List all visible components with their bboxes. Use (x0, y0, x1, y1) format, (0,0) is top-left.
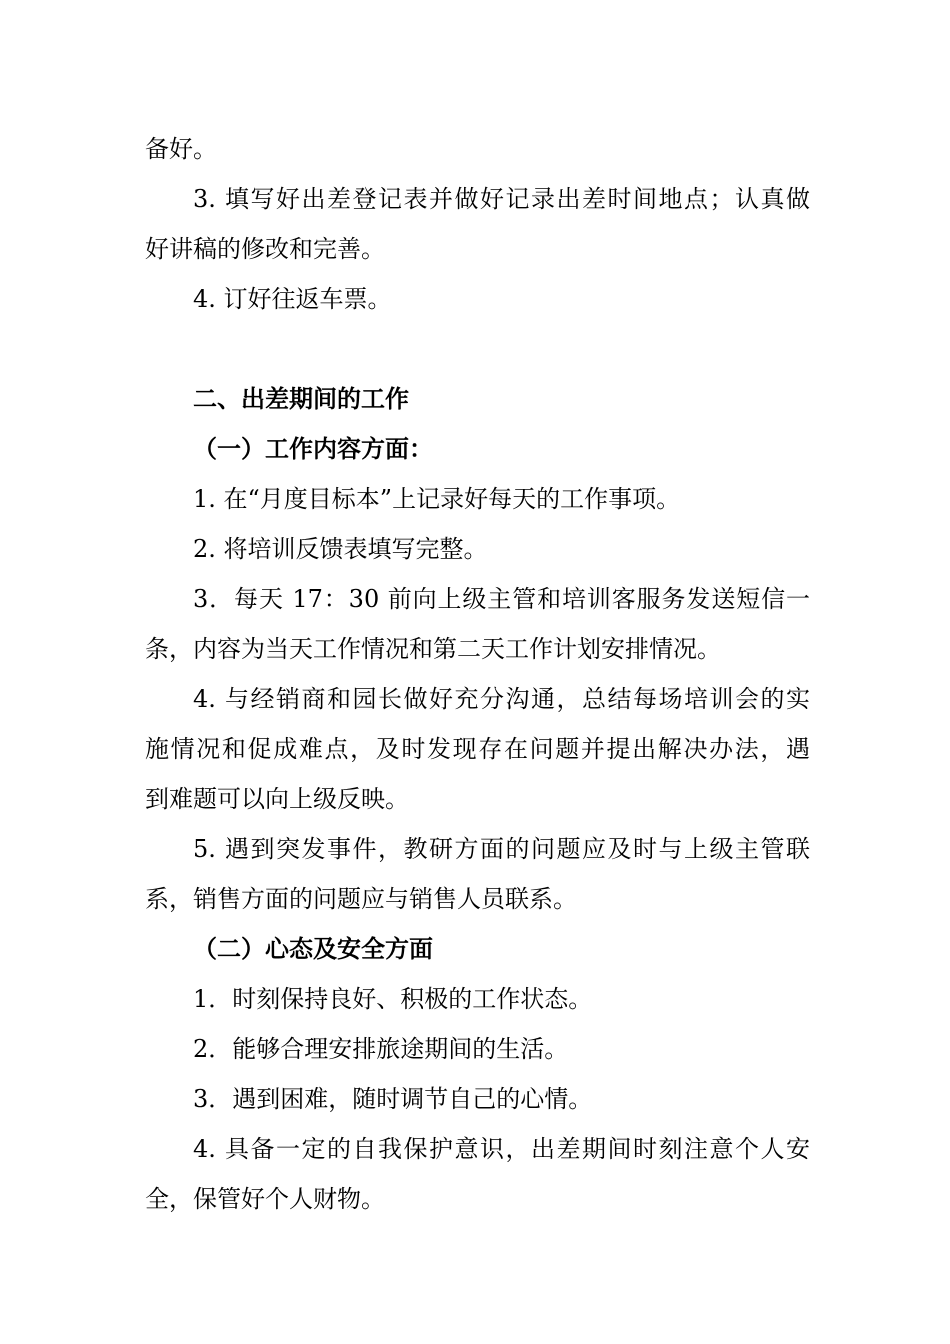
paragraph-line: 4. 与经销商和园长做好充分沟通，总结每场培训会的实 (193, 685, 810, 713)
paragraph-line: 3．每天 17：30 前向上级主管和培训客服务发送短信一 (193, 585, 810, 613)
blank-line (145, 324, 810, 374)
paragraph-line: 3. 填写好出差登记表并做好记录出差时间地点；认真做 (193, 185, 810, 213)
subsection-heading-work-content: （一）工作内容方面： (193, 435, 433, 463)
paragraph-line: 系，销售方面的问题应与销售人员联系。 (145, 885, 577, 913)
paragraph-line: 5. 遇到突发事件，教研方面的问题应及时与上级主管联 (193, 835, 810, 863)
paragraph-line: 条，内容为当天工作情况和第二天工作计划安排情况。 (145, 635, 721, 663)
paragraph-line: 好讲稿的修改和完善。 (145, 235, 385, 263)
subsection-heading-mindset-safety: （二）心态及安全方面 (193, 935, 433, 963)
paragraph-line: 2．能够合理安排旅途期间的生活。 (193, 1035, 569, 1063)
paragraph-line: 3．遇到困难，随时调节自己的心情。 (193, 1085, 593, 1113)
section-heading: 二、出差期间的工作 (193, 385, 409, 413)
paragraph-line: 2. 将培训反馈表填写完整。 (193, 535, 488, 563)
paragraph-line: 1．时刻保持良好、积极的工作状态。 (193, 985, 593, 1013)
paragraph-line: 4. 具备一定的自我保护意识，出差期间时刻注意个人安 (193, 1135, 810, 1163)
paragraph-line: 备好。 (145, 135, 217, 163)
paragraph-line: 施情况和促成难点，及时发现存在问题并提出解决办法，遇 (145, 735, 810, 763)
document-page (145, 124, 810, 1224)
paragraph-line: 4. 订好往返车票。 (193, 285, 392, 313)
paragraph-line: 全，保管好个人财物。 (145, 1185, 385, 1213)
paragraph-line: 1. 在“月度目标本”上记录好每天的工作事项。 (193, 485, 681, 513)
paragraph-line: 到难题可以向上级反映。 (145, 785, 409, 813)
